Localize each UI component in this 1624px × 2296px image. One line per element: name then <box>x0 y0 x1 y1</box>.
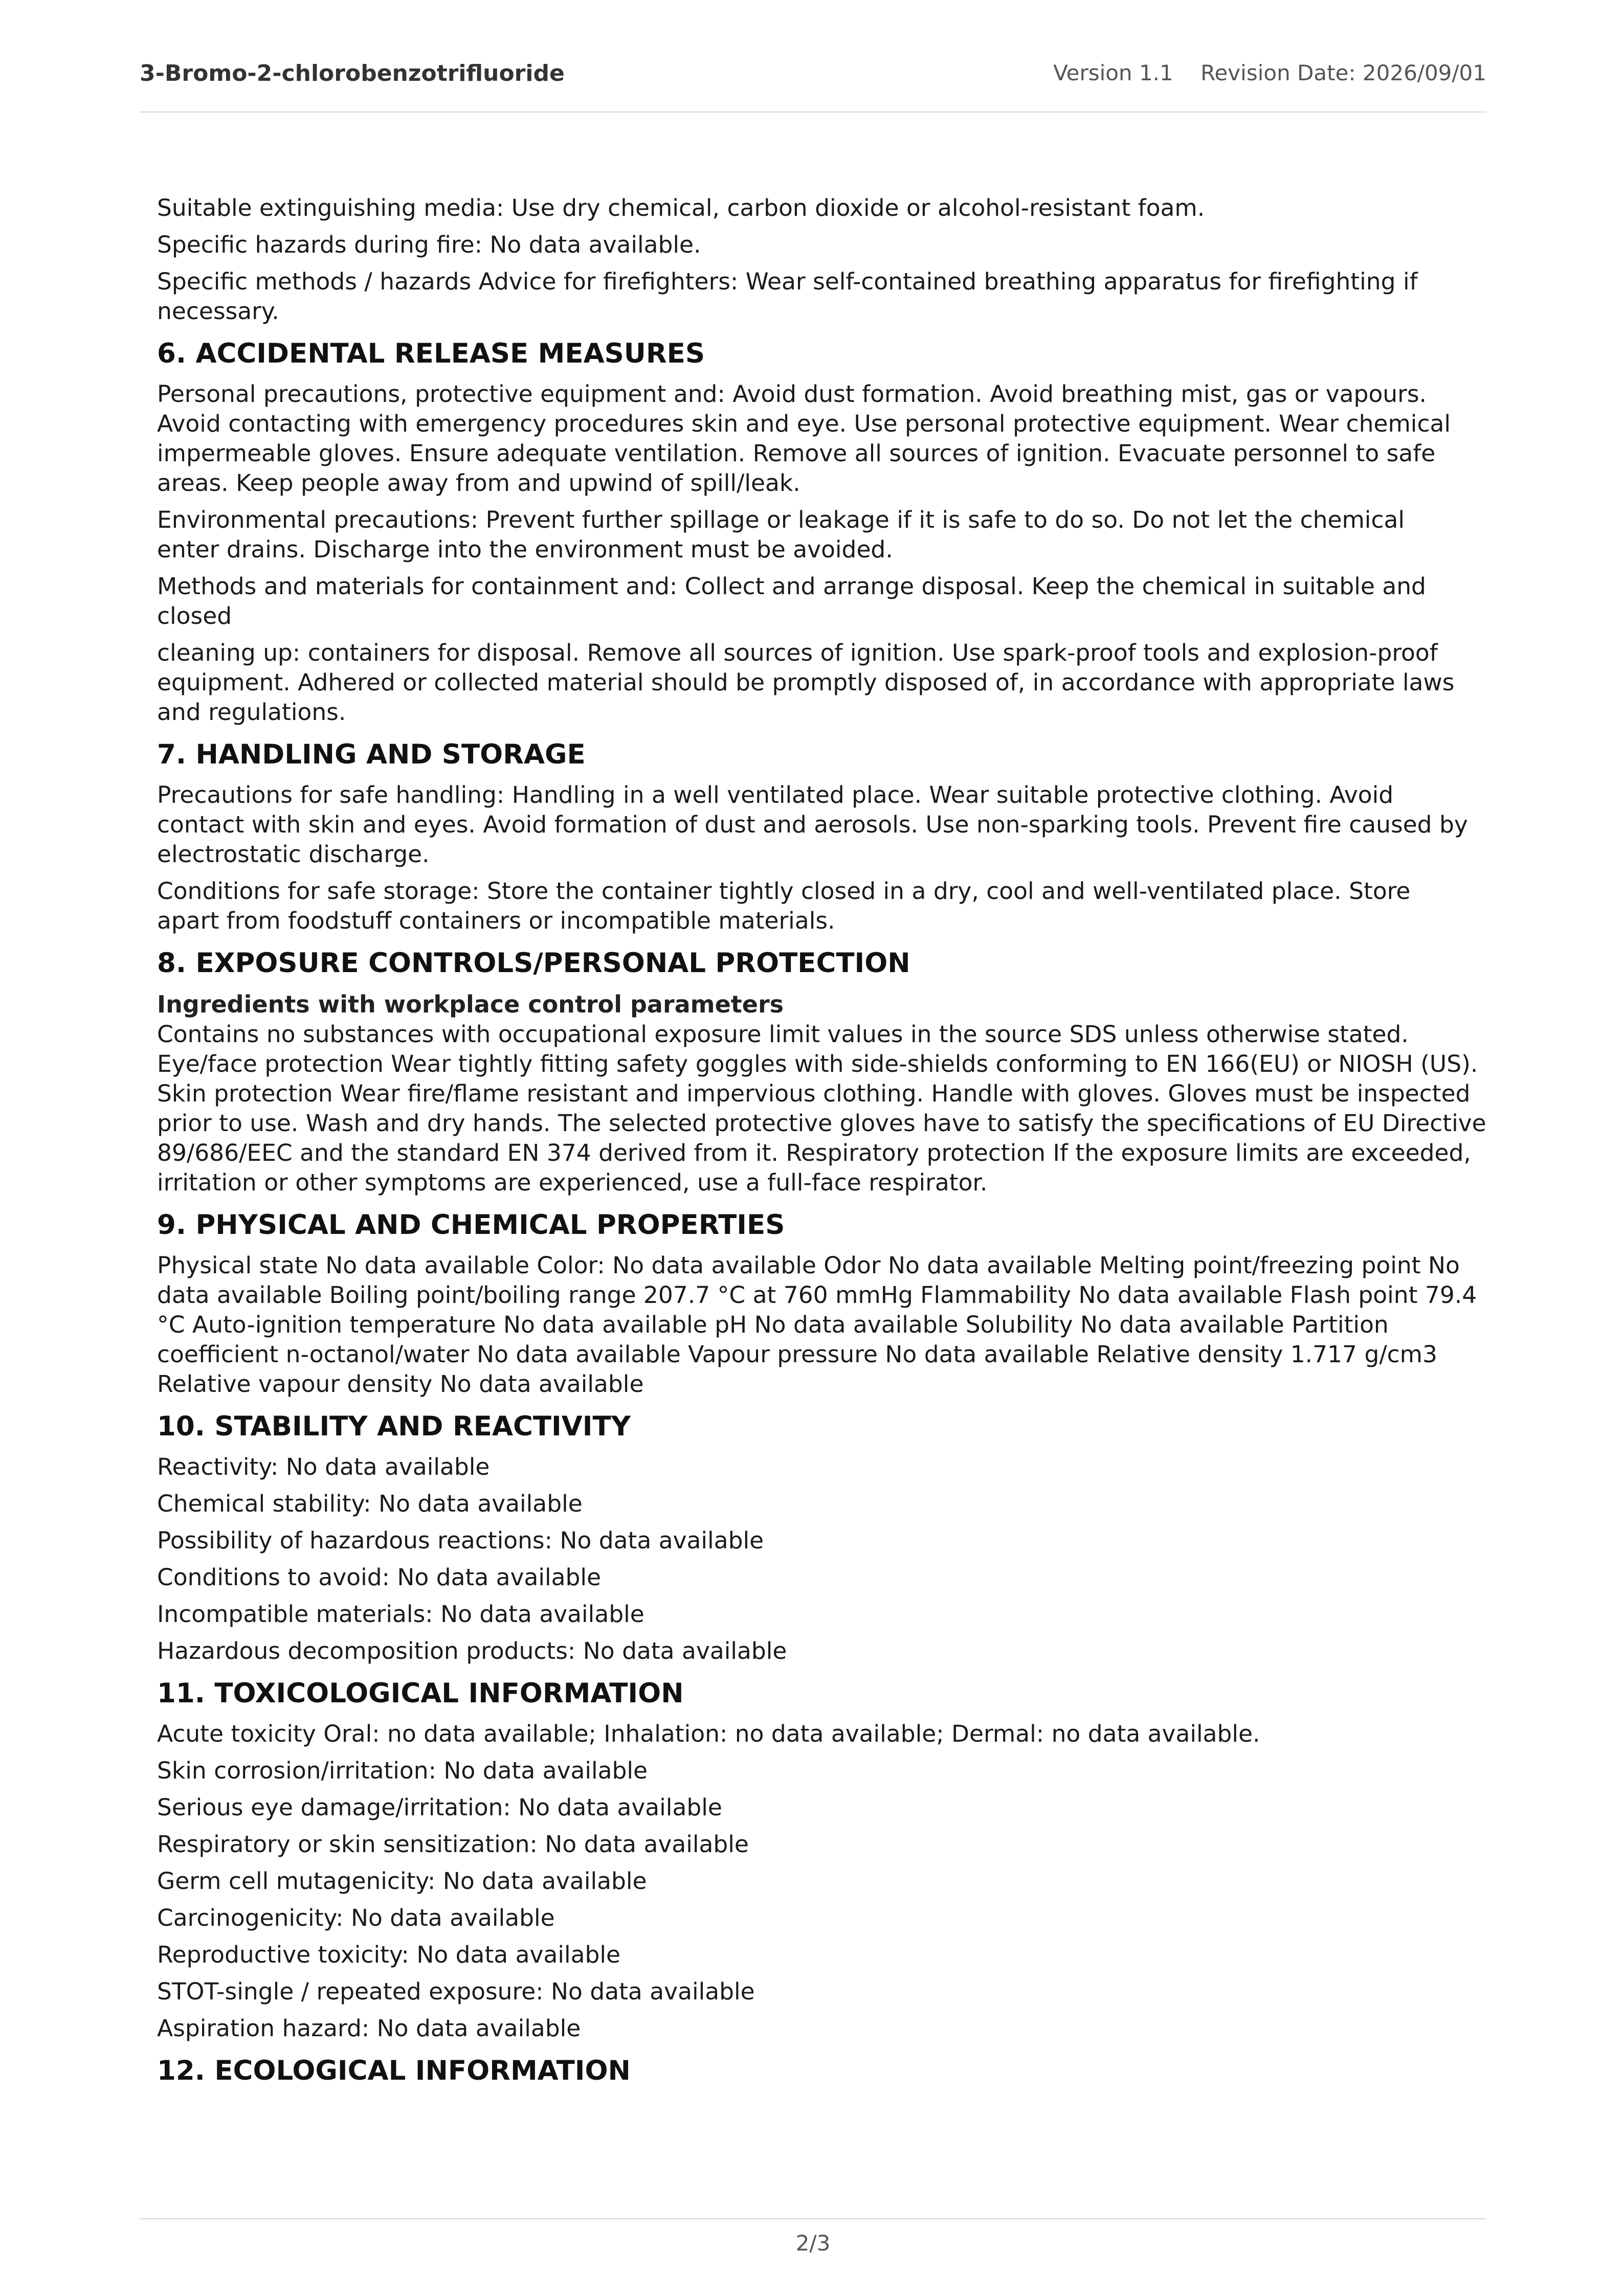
extinguishing-media: Suitable extinguishing media: Use dry chemical, carbon dioxide or alcohol-resistant foam. <box>157 194 1205 221</box>
revision-date: Revision Date: 2026/09/01 <box>1200 60 1486 85</box>
section-heading: 8. EXPOSURE CONTROLS/PERSONAL PROTECTION <box>157 948 910 979</box>
chemical-stability: Chemical stability: No data available <box>157 1490 583 1517</box>
cleaning-up: cleaning up: containers for disposal. Remove all sources of ignition. Use spark-proof tools and explosion-proof equipment. Adhered or collected material should be promptly disposed of, in accordance with appropriate laws and regulations. <box>157 639 1455 726</box>
page-footer <box>140 2218 1486 2259</box>
document-title: 3-Bromo-2-chlorobenzotrifluoride <box>140 60 565 86</box>
safe-storage: Conditions for safe storage: Store the container tightly closed in a dry, cool and well-ventilated place. Store <box>157 877 1411 905</box>
page-number: 2/3 <box>795 2231 831 2256</box>
germ-cell-mutagenicity: Germ cell mutagenicity: No data available <box>157 1867 647 1895</box>
section-heading: 12. ECOLOGICAL INFORMATION <box>157 2055 631 2086</box>
subsection-heading: Ingredients with workplace control parameters <box>157 991 784 1018</box>
environmental-precautions-continued: enter drains. Discharge into the environment must be avoided. <box>157 536 893 563</box>
specific-hazards-fire: Specific hazards during fire: No data available. <box>157 231 701 258</box>
section-accidental-release <box>157 337 1487 727</box>
containment-methods: Methods and materials for containment and: Collect and arrange disposal. Keep the chemical in suitable and closed <box>157 573 1426 629</box>
firefighter-advice: Specific methods / hazards Advice for firefighters: Wear self-contained breathing apparatus for firefighting if necessary. <box>157 268 1418 325</box>
environmental-precautions: Environmental precautions: Prevent further spillage or leakage if it is safe to do so. Do not let the chemical <box>157 506 1405 533</box>
section-toxicological-information <box>157 1677 1487 2043</box>
section-ecological-information <box>157 2055 1487 2087</box>
skin-corrosion: Skin corrosion/irritation: No data available <box>157 1757 648 1784</box>
exposure-controls-body: Contains no substances with occupational exposure limit values in the source SDS unless otherwise stated. Eye/face protection Wear tightly fitting safety goggles with side-shields conforming to EN 166(EU) or NIOSH (US). Skin protection Wear fire/flame resistant and impervious clothing. Handle with gloves. Gloves must be inspected prior to use. Wash and dry hands. The selected protective gloves have to satisfy the specifications of EU Directive 89/686/EEC and the standard EN 374 derived from it. Respiratory protection If the exposure limits are exceeded, irritation or other symptoms are experienced, use a full-face respirator. <box>157 1021 1486 1196</box>
acute-toxicity: Acute toxicity Oral: no data available; Inhalation: no data available; Dermal: no data available. <box>157 1720 1260 1747</box>
properties-body: Physical state No data available Color: No data available Odor No data available Melting point/freezing point No data available Boiling point/boiling range 207.7 °C at 760 mmHg Flammability No data available Flash point 79.4 °C Auto-ignition temperature No data available pH No data available Solubility No data available Partition coefficient n-octanol/water No data available Vapour pressure No data available Relative density 1.717 g/cm3 Relative vapour density No data available <box>157 1252 1477 1398</box>
personal-precautions: Personal precautions, protective equipment and: Avoid dust formation. Avoid breathing mist, gas or vapours. Avoid contacting with emergency procedures skin and eye. Use personal protective equipment. Wear chemical impermeable gloves. Ensure adequate ventilation. Remove all sources of ignition. Evacuate personnel to safe areas. Keep people away from and upwind of spill/leak. <box>157 380 1451 497</box>
section-handling-storage <box>157 738 1487 936</box>
document-body <box>157 193 1487 2097</box>
hazardous-reactions: Possibility of hazardous reactions: No data available <box>157 1527 764 1554</box>
incompatible-materials: Incompatible materials: No data available <box>157 1601 644 1628</box>
carcinogenicity: Carcinogenicity: No data available <box>157 1904 555 1931</box>
section-heading: 6. ACCIDENTAL RELEASE MEASURES <box>157 338 705 369</box>
eye-damage: Serious eye damage/irritation: No data available <box>157 1794 722 1821</box>
safe-storage-continued: apart from foodstuff containers or incompatible materials. <box>157 907 835 934</box>
stot-exposure: STOT-single / repeated exposure: No data available <box>157 1978 755 2005</box>
reproductive-toxicity: Reproductive toxicity: No data available <box>157 1941 621 1968</box>
section-stability-reactivity <box>157 1410 1487 1666</box>
version-label: Version 1.1 <box>1053 60 1173 85</box>
section-heading: 9. PHYSICAL AND CHEMICAL PROPERTIES <box>157 1209 785 1241</box>
reactivity: Reactivity: No data available <box>157 1453 490 1480</box>
section-physical-chemical-properties <box>157 1209 1487 1399</box>
section-heading: 7. HANDLING AND STORAGE <box>157 739 586 770</box>
section-heading: 10. STABILITY AND REACTIVITY <box>157 1411 631 1442</box>
header-meta <box>1053 60 1486 85</box>
sensitization: Respiratory or skin sensitization: No data available <box>157 1831 749 1858</box>
safe-handling: Precautions for safe handling: Handling in a well ventilated place. Wear suitable protective clothing. Avoid contact with skin and eyes. Avoid formation of dust and aerosols. Use non-sparking tools. Prevent fire caused by electrostatic discharge. <box>157 781 1468 868</box>
page-header <box>140 57 1486 112</box>
section-heading: 11. TOXICOLOGICAL INFORMATION <box>157 1678 684 1709</box>
section-exposure-controls <box>157 947 1487 1198</box>
conditions-to-avoid: Conditions to avoid: No data available <box>157 1564 602 1591</box>
section-fire-fighting-continued <box>157 193 1487 326</box>
aspiration-hazard: Aspiration hazard: No data available <box>157 2015 581 2042</box>
hazardous-decomposition: Hazardous decomposition products: No data available <box>157 1637 787 1664</box>
